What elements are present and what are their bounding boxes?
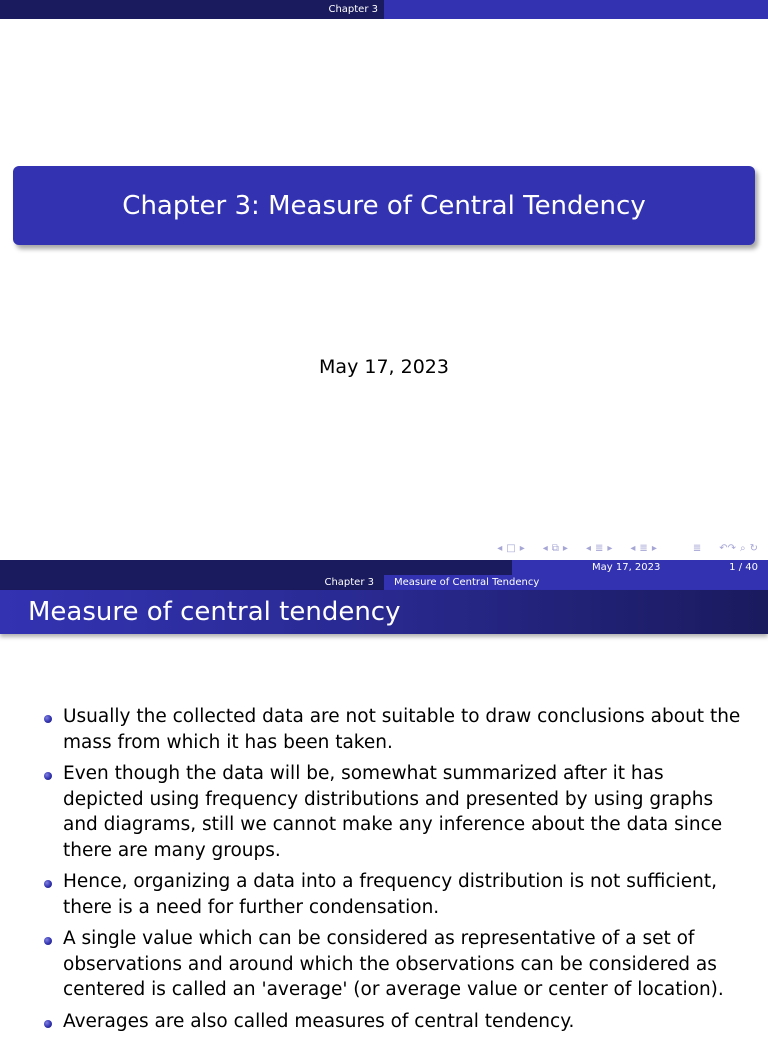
- bullet-text: Hence, organizing a data into a frequency distribution is not sufficient, there is a need for further condensation.: [63, 871, 717, 918]
- title-box: [13, 166, 755, 245]
- bullet-item: [44, 869, 744, 920]
- section-icon[interactable]: ≣: [639, 542, 648, 554]
- bullet-icon: [44, 715, 52, 723]
- bullet-item: [44, 761, 744, 863]
- bullet-item: [44, 1009, 744, 1035]
- frame-title: Measure of central tendency: [28, 597, 401, 627]
- back-forward-icon[interactable]: ↶↷: [719, 542, 736, 554]
- footer-date: May 17, 2023: [592, 562, 661, 573]
- nav-prev-slide-icon[interactable]: ◂: [497, 542, 503, 554]
- nav-next-section-icon[interactable]: ▸: [651, 542, 657, 554]
- search-icon[interactable]: ⌕: [740, 542, 746, 554]
- slide2-section-label: Chapter 3: [324, 577, 374, 588]
- slide-title: Chapter 3: Measure of Central Tendency: [122, 190, 646, 221]
- footer-segment-middle: [256, 560, 512, 575]
- nav-prev-frame-icon[interactable]: ◂: [542, 542, 548, 554]
- header-section-label: Chapter 3: [328, 4, 378, 15]
- footer-page-number: 1 / 40: [729, 562, 758, 573]
- bullet-icon: [44, 772, 52, 780]
- bullet-icon: [44, 937, 52, 945]
- frame-icon[interactable]: ⧉: [551, 542, 559, 554]
- frame-title-bar: [0, 590, 768, 634]
- nav-prev-subsection-icon[interactable]: ◂: [585, 542, 591, 554]
- slide2-header-left: [0, 575, 384, 590]
- bullet-text: A single value which can be considered as representative of a set of observations and around which the observations can be considered as centered is called an 'average' (or average value or center of location).: [63, 928, 724, 1000]
- document-icon[interactable]: ≣: [692, 542, 702, 554]
- nav-prev-section-icon[interactable]: ◂: [630, 542, 636, 554]
- bullet-list: [44, 704, 744, 1040]
- header-bar-left: [0, 0, 384, 19]
- footer-segment-right: [512, 560, 768, 575]
- bullet-text: Even though the data will be, somewhat summarized after it has depicted using frequency distributions and presented by using graphs and diagrams, still we cannot make any inference about the data since there are many groups.: [63, 763, 723, 861]
- bullet-text: Usually the collected data are not suitable to draw conclusions about the mass from which it has been taken.: [63, 706, 741, 753]
- header-bar-right: [384, 0, 768, 19]
- title-date: May 17, 2023: [319, 356, 449, 378]
- refresh-icon[interactable]: ↻: [749, 542, 758, 554]
- nav-next-subsection-icon[interactable]: ▸: [607, 542, 613, 554]
- subsection-icon[interactable]: ≣: [594, 542, 604, 554]
- slide2-subsection-label: Measure of Central Tendency: [394, 577, 540, 588]
- slide2-header-right: [384, 575, 768, 590]
- nav-next-frame-icon[interactable]: ▸: [562, 542, 568, 554]
- bullet-text: Averages are also called measures of central tendency.: [63, 1010, 575, 1032]
- slide-icon[interactable]: □: [506, 542, 516, 554]
- bullet-icon: [44, 880, 52, 888]
- navigation-bar: [495, 539, 760, 557]
- bullet-item: [44, 926, 744, 1003]
- bullet-item: [44, 704, 744, 755]
- nav-next-slide-icon[interactable]: ▸: [519, 542, 525, 554]
- footer-segment-left: [0, 560, 256, 575]
